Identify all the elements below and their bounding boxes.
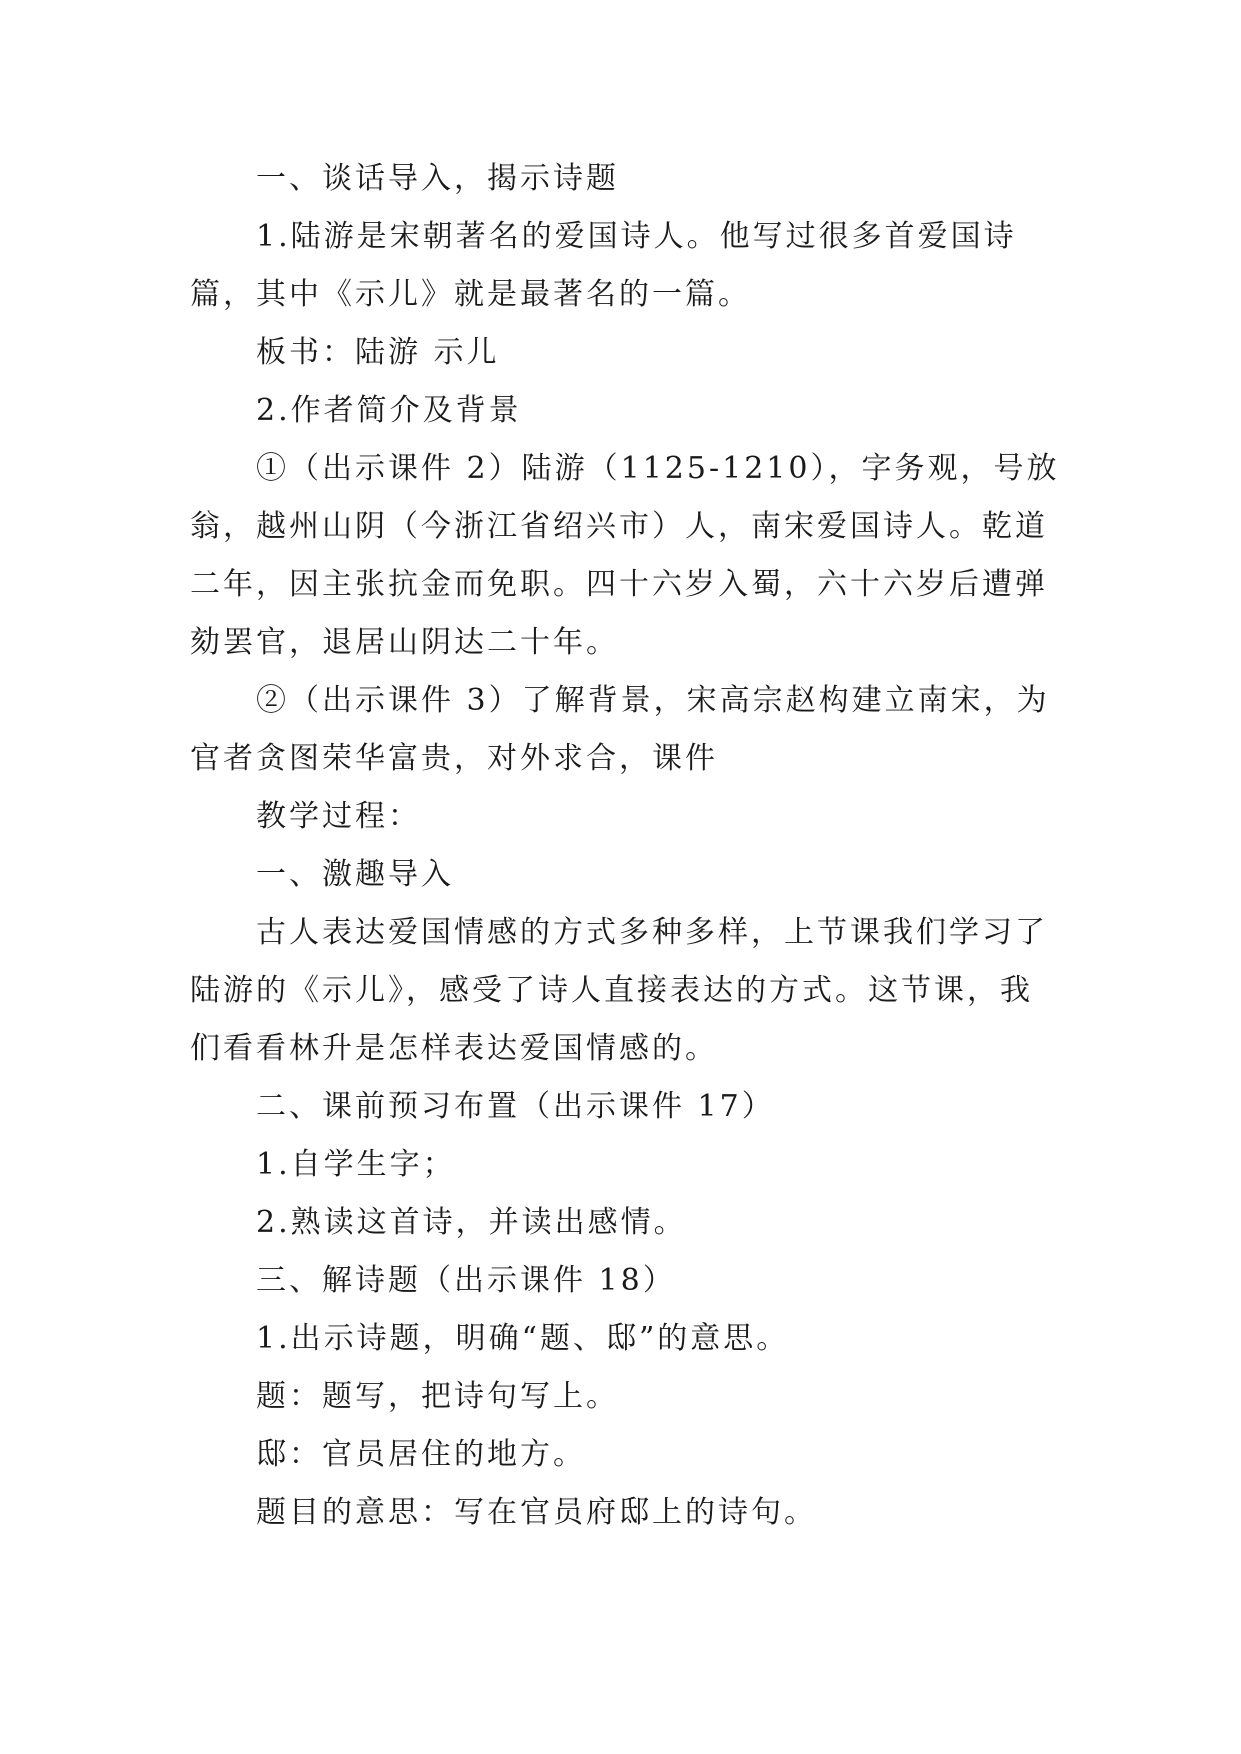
paragraph-author-bio: ①（出示课件 2）陆游（1125-1210），字务观，号放翁，越州山阴（今浙江省绍兴市）人，南宋爱国诗人。乾道二年，因主张抗金而免职。四十六岁入蜀，六十六岁后遭弹劾罢官，退居山阴达二十年。 <box>190 451 1060 660</box>
paragraph-blackboard: 板书：陆游 示儿 <box>256 335 500 370</box>
definition-ti: 题：题写，把诗句写上。 <box>256 1379 619 1414</box>
paragraph-background: ②（出示课件 3）了解背景，宋高宗赵构建立南宋，为官者贪图荣华富贵，对外求合，课件 <box>190 683 1050 776</box>
definition-di: 邸：官员居住的地方。 <box>256 1437 586 1472</box>
list-item-show-title: 1.出示诗题，明确“题、邸”的意思。 <box>256 1321 790 1356</box>
section-heading-preview: 二、课前预习布置（出示课件 17） <box>256 1089 775 1124</box>
paragraph-author-heading: 2.作者简介及背景 <box>256 393 522 428</box>
list-item-characters: 1.自学生字； <box>256 1147 456 1182</box>
section-heading-title: 三、解诗题（出示课件 18） <box>256 1263 676 1298</box>
paragraph-warmup: 古人表达爱国情感的方式多种多样，上节课我们学习了陆游的《示儿》，感受了诗人直接表达的方式。这节课，我们看看林升是怎样表达爱国情感的。 <box>190 915 1048 1066</box>
list-item-read-poem: 2.熟读这首诗，并读出感情。 <box>256 1205 687 1240</box>
section-heading-warmup: 一、激趣导入 <box>256 857 454 892</box>
section-heading-intro: 一、谈话导入，揭示诗题 <box>256 161 619 196</box>
section-heading-process: 教学过程： <box>256 799 421 834</box>
definition-title-meaning: 题目的意思：写在官员府邸上的诗句。 <box>256 1495 817 1530</box>
document-page <box>190 150 1060 1542</box>
paragraph-lu-you-intro: 1.陆游是宋朝著名的爱国诗人。他写过很多首爱国诗篇，其中《示儿》就是最著名的一篇。 <box>190 219 1017 312</box>
